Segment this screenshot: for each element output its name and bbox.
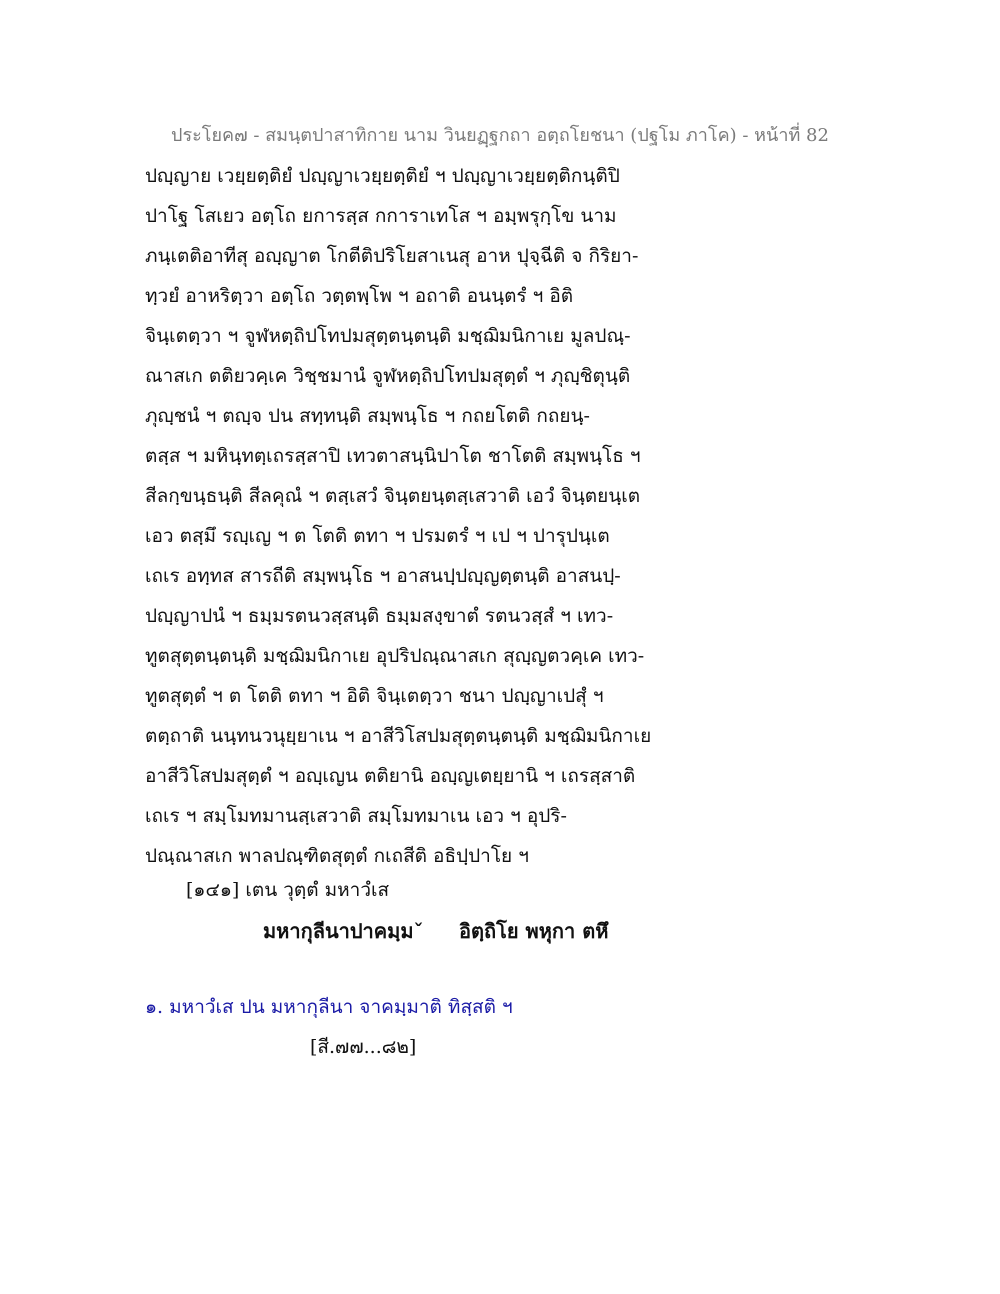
text-line: ปญฺญาย เวยฺยตฺติยํ ปญฺญาเวยฺยตฺติยํ ฯ ปญฺญาเวยฺยตฺติกนฺติปิ (145, 165, 620, 187)
text-line: ทูตสุตฺตํ ฯ ต โตติ ตทา ฯ อิติ จินฺเตตฺวา ชนา ปญฺญาเปสุํ ฯ (145, 685, 604, 707)
body-text (145, 156, 705, 876)
text-line: เถเร ฯ สมฺโมทมานสฺเสวาติ สมฺโมทมาเน เอว ฯ อุปริ- (145, 805, 567, 827)
text-line: ภนฺเตติอาทีสุ อญฺญาต โกตีติปริโยสาเนสุ อาห ปุจฺฉีติ จ กิริยา- (145, 245, 639, 267)
text-line: ณาสเก ตติยวคฺเค วิชฺชมานํ จูฬหตฺถิปโทปมสุตฺตํ ฯ ภุญฺชิตุนฺติ (145, 365, 631, 387)
text-line: ปญฺญาปนํ ฯ ธมฺมรตนวสฺสนฺติ ธมฺมสงฺขาตํ รตนวสฺสํ ฯ เทว- (145, 605, 614, 627)
text-line: จินฺเตตฺวา ฯ จูฬหตฺถิปโทปมสุตฺตนฺตนฺติ มชฺฌิมนิกาเย มูลปณฺ- (145, 325, 631, 347)
verse-second-half: อิตฺถิโย พหุกา ตหึ (459, 919, 609, 943)
text-line: เถเร อทฺทส สารถีติ สมฺพนฺโธ ฯ อาสนปฺปญฺญตฺตนฺติ อาสนปฺ- (145, 565, 621, 587)
footnote: ๑. มหาวํเส ปน มหากุลีนา จาคมฺมาติ ทิสฺสติ ฯ (145, 996, 513, 1018)
text-line: ทูตสุตฺตนฺตนฺติ มชฺฌิมนิกาเย อุปริปณฺณาสเก สุญฺญตวคฺเค เทว- (145, 645, 645, 667)
page-header: ประโยค๗ - สมนฺตปาสาทิกาย นาม วินยฏฺฐกถา อตฺถโยชนา (ปฐโม ภาโค) - หน้าที่ 82 (171, 125, 829, 146)
text-line: ปณฺณาสเก พาลปณฺฑิตสุตฺตํ กเถสีติ อธิปฺปาโย ฯ (145, 845, 529, 867)
text-line: ตตฺถาติ นนฺทนวนุยฺยาเน ฯ อาสีวิโสปมสุตฺตนฺตนฺติ มชฺฌิมนิกาเย (145, 725, 652, 747)
text-line: ทฺวยํ อาหริตฺวา อตฺโถ วตฺตพฺโพ ฯ อถาติ อนนฺตรํ ฯ อิติ (145, 285, 574, 307)
reference: [สี.๗๗...๘๒] (310, 1036, 417, 1058)
text-line: สีลกฺขนฺธนฺติ สีลคุณํ ฯ ตสฺเสวํ จินฺตยนฺตสฺเสวาติ เอวํ จินฺตยนฺเต (145, 485, 641, 507)
verse-first-half: มหากุลีนาปาคมฺมˇ (263, 919, 424, 943)
text-line: ตสฺส ฯ มหินฺทตฺเถรสฺสาปิ เทวตาสนฺนิปาโต ชาโตติ สมฺพนฺโธ ฯ (145, 445, 641, 467)
text-line: อาสีวิโสปมสุตฺตํ ฯ อญฺเญน ตติยานิ อญฺญเตยฺยานิ ฯ เถรสฺสาติ (145, 765, 636, 787)
text-line: ภุญฺชนํ ฯ ตญฺจ ปน สทฺทนฺติ สมฺพนฺโธ ฯ กถยโตติ กถยนฺ- (145, 405, 590, 427)
text-line: ปาโฐ โสเยว อตฺโถ ยการสฺส กการาเทโส ฯ อมฺพรุกฺโข นาม (145, 205, 617, 227)
paragraph-141: [๑๔๑] เตน วุตฺตํ มหาวํเส (186, 879, 390, 901)
text-line: เอว ตสฺมึ รญฺเญ ฯ ต โตติ ตทา ฯ ปรมตรํ ฯ เป ฯ ปารุปนฺเต (145, 525, 610, 547)
